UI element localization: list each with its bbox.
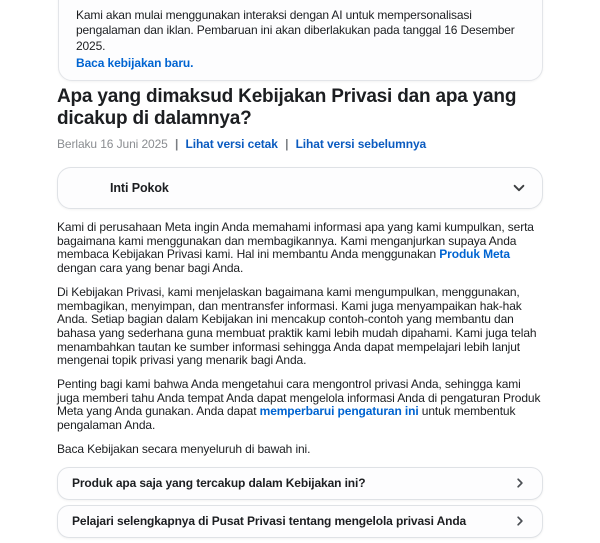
chevron-right-icon bbox=[514, 515, 526, 527]
key-points-label: Inti Pokok bbox=[110, 181, 169, 195]
page-title: Apa yang dimaksud Kebijakan Privasi dan apa yang dicakup di dalamnya? bbox=[57, 86, 517, 129]
policy-meta-row bbox=[57, 137, 543, 151]
policy-intro-text bbox=[57, 221, 543, 457]
separator: | bbox=[285, 137, 289, 151]
chevron-down-icon bbox=[512, 181, 526, 195]
accordion-item-products-covered[interactable] bbox=[57, 467, 543, 500]
paragraph-1-text: Kami di perusahaan Meta ingin Anda memahami informasi apa yang kami kumpulkan, serta bagaimana kami menggunakan dan membagikannya. Kami menganjurkan supaya Anda membaca Kebijakan Privasi kami. Hal ini membantu Anda menggunakan bbox=[57, 220, 534, 262]
separator: | bbox=[174, 137, 179, 151]
ai-update-notice-banner bbox=[58, 0, 543, 81]
print-version-link[interactable]: Lihat versi cetak bbox=[185, 137, 278, 151]
key-points-accordion[interactable] bbox=[57, 167, 543, 209]
paragraph-3-text-after: untuk membentuk pengalaman Anda. bbox=[57, 404, 516, 433]
paragraph-3-text: Penting bagi kami bahwa Anda mengetahui cara mengontrol privasi Anda, sehingga kami juga memberi tahu Anda tempat Anda dapat mengelola informasi Anda di pengaturan Produk Meta yang Anda gunakan. Anda dapat bbox=[57, 377, 541, 419]
paragraph-3 bbox=[57, 378, 543, 433]
accordion-item-label: Produk apa saja yang tercakup dalam Kebijakan ini? bbox=[72, 476, 366, 491]
chevron-right-icon bbox=[514, 477, 526, 489]
privacy-policy-main bbox=[57, 86, 543, 543]
paragraph-2: Di Kebijakan Privasi, kami menjelaskan bagaimana kami mengumpulkan, menggunakan, membagikan, menyimpan, dan mentransfer informasi. Kami juga menyampaikan hak-hak Anda. Setiap bagian dalam Kebijakan ini mencakup contoh-contoh yang membantu dan bahasa yang sederhana guna membuat praktik kami lebih mudah dipahami. Kami juga telah menambahkan tautan ke sumber informasi sehingga Anda dapat mempelajari lebih lanjut mengenai topik privasi yang menarik bagi Anda. bbox=[57, 284, 537, 368]
effective-date: Berlaku 16 Juni 2025 bbox=[57, 137, 168, 151]
banner-text: Kami akan mulai menggunakan interaksi dengan AI untuk mempersonalisasi pengalaman dan iklan. Pembaruan ini akan diberlakukan pada tanggal 16 Desember 2025. bbox=[76, 8, 515, 53]
read-new-policy-link[interactable]: Baca kebijakan baru. bbox=[76, 56, 194, 71]
update-settings-link[interactable]: memperbarui pengaturan ini bbox=[259, 404, 419, 419]
meta-products-link[interactable]: Produk Meta bbox=[439, 247, 510, 262]
previous-version-link[interactable]: Lihat versi sebelumnya bbox=[295, 137, 427, 151]
paragraph-1-text-after: dengan cara yang benar bagi Anda. bbox=[57, 261, 244, 276]
paragraph-4: Baca Kebijakan secara menyeluruh di bawah ini. bbox=[57, 441, 311, 456]
accordion-item-label: Pelajari selengkapnya di Pusat Privasi tentang mengelola privasi Anda bbox=[72, 514, 467, 529]
paragraph-1 bbox=[57, 221, 543, 276]
